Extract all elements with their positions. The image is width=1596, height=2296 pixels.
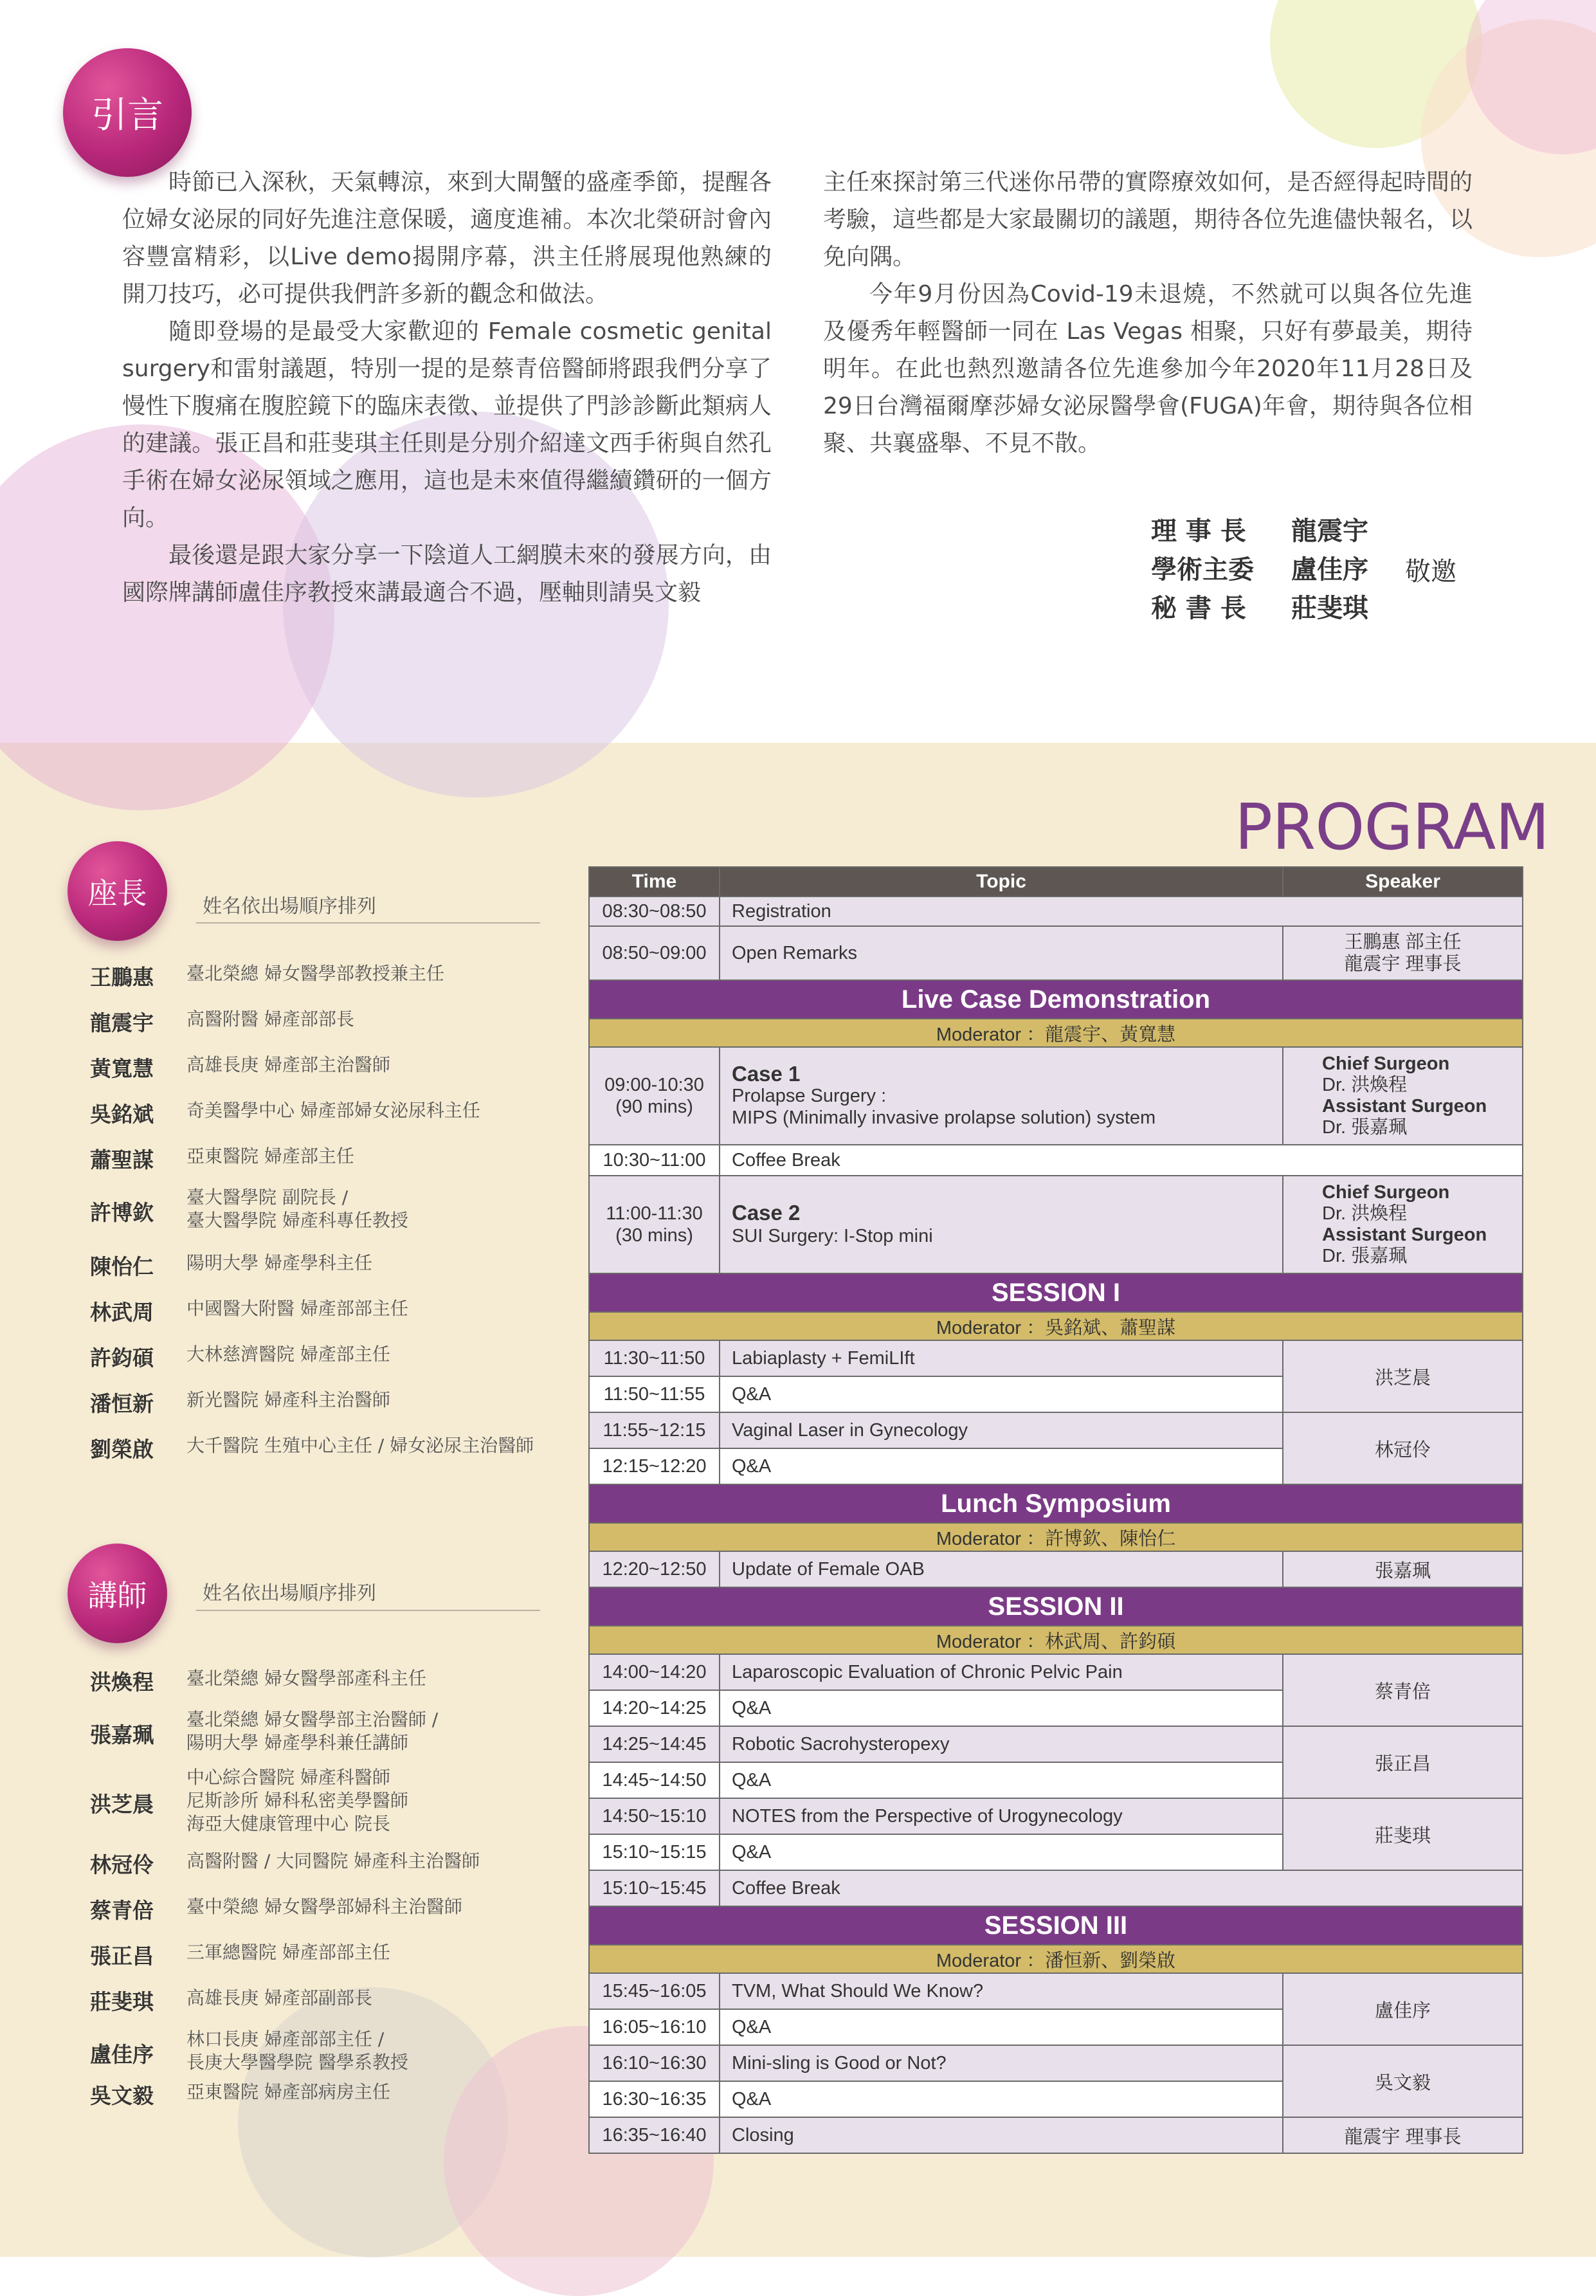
time-cell: 14:45~14:50 bbox=[589, 1762, 720, 1798]
person-name: 張正昌 bbox=[90, 1944, 154, 1969]
person-name: 陳怡仁 bbox=[90, 1254, 154, 1279]
affiliation-line: 高雄長庚 婦產部副部長 bbox=[186, 1987, 372, 2009]
topic-cell: Closing bbox=[720, 2117, 1283, 2153]
person-affiliation bbox=[186, 1850, 480, 1873]
speaker-cell: 龍震宇 理事長 bbox=[1283, 2117, 1523, 2153]
person-name: 許鈞碩 bbox=[90, 1345, 154, 1371]
person-name: 蕭聖謀 bbox=[90, 1147, 154, 1172]
person-name: 龍震宇 bbox=[90, 1010, 154, 1035]
time-cell: 16:30~16:35 bbox=[589, 2081, 720, 2117]
moderator-row-session1: Moderator ：吳銘斌、蕭聖謀 bbox=[589, 1312, 1523, 1340]
chief-surgeon-label: Chief Surgeon bbox=[1322, 1053, 1450, 1074]
topic-cell bbox=[720, 1047, 1283, 1145]
topic-cell: Robotic Sacrohysteropexy bbox=[720, 1726, 1283, 1762]
table-row-coffee2 bbox=[589, 1870, 1523, 1906]
topic-cell: Q&A bbox=[720, 1448, 1283, 1484]
moderator-row-lunch: Moderator ：許博欽、陳怡仁 bbox=[589, 1523, 1523, 1551]
intro-paragraph-4: 主任來探討第三代迷你吊帶的實際療效如何，是否經得起時間的考驗，這些都是大家最關切的議題，期待各位先進儘快報名，以免向隅。 bbox=[823, 169, 1473, 270]
affiliation-line: 臺北榮總 婦女醫學部教授兼主任 bbox=[186, 963, 444, 984]
affiliation-line: 中國醫大附醫 婦產部部主任 bbox=[186, 1298, 408, 1319]
person-name: 林武周 bbox=[90, 1300, 154, 1325]
program-title: PROGRAM bbox=[1235, 791, 1549, 864]
person-name: 莊斐琪 bbox=[90, 1989, 154, 2014]
speaker-cell: 林冠伶 bbox=[1283, 1412, 1523, 1484]
person-affiliation bbox=[186, 1252, 372, 1275]
case-line: Prolapse Surgery : bbox=[732, 1086, 887, 1106]
affiliation-line: 臺大醫學院 婦產科專任教授 bbox=[186, 1210, 408, 1231]
person-affiliation bbox=[186, 2081, 390, 2104]
speaker-name: 王鵬惠 部主任 bbox=[1344, 932, 1462, 952]
topic-cell: Vaginal Laser in Gynecology bbox=[720, 1412, 1283, 1448]
header-speaker: Speaker bbox=[1283, 867, 1523, 897]
topic-cell: Q&A bbox=[720, 1376, 1283, 1412]
affiliation-line: 高醫附醫 婦產部部長 bbox=[186, 1008, 354, 1030]
time-cell: 14:00~14:20 bbox=[589, 1654, 720, 1690]
case-line: SUI Surgery: I-Stop mini bbox=[732, 1226, 933, 1246]
speaker-cell: 張正昌 bbox=[1283, 1726, 1523, 1798]
table-row bbox=[589, 1798, 1523, 1834]
person-name: 劉榮啟 bbox=[90, 1437, 154, 1462]
speaker-cell bbox=[1283, 926, 1523, 980]
time-cell: 16:35~16:40 bbox=[589, 2117, 720, 2153]
affiliation-line: 亞東醫院 婦產部主任 bbox=[186, 1145, 354, 1167]
signature-title-3: 秘 書 長 bbox=[1151, 594, 1246, 623]
signature-name-2: 盧佳序 bbox=[1291, 555, 1368, 585]
time-cell: 11:50~11:55 bbox=[589, 1376, 720, 1412]
table-row-opening bbox=[589, 926, 1523, 980]
case-title: Case 2 bbox=[732, 1201, 801, 1225]
moderator-row-session3: Moderator ：潘恒新、劉榮啟 bbox=[589, 1945, 1523, 1973]
moderators-divider bbox=[196, 922, 540, 924]
duration: (90 mins) bbox=[615, 1097, 693, 1117]
signature-name-3: 莊斐琪 bbox=[1291, 594, 1368, 623]
person-affiliation bbox=[186, 1667, 426, 1690]
time-cell: 14:20~14:25 bbox=[589, 1690, 720, 1726]
assistant-surgeon-name: Dr. 張嘉珮 bbox=[1322, 1246, 1408, 1266]
time-cell: 15:10~15:15 bbox=[589, 1834, 720, 1870]
affiliation-line: 大林慈濟醫院 婦產部主任 bbox=[186, 1344, 390, 1365]
time-cell bbox=[589, 1176, 720, 1273]
chief-surgeon-name: Dr. 洪煥程 bbox=[1322, 1203, 1408, 1224]
speaker-cell: 洪芝晨 bbox=[1283, 1340, 1523, 1412]
affiliation-line: 臺北榮總 婦女醫學部產科主任 bbox=[186, 1668, 426, 1689]
topic-cell: Mini-sling is Good or Not? bbox=[720, 2045, 1283, 2081]
topic-cell: Q&A bbox=[720, 1690, 1283, 1726]
person-name: 吳文毅 bbox=[90, 2083, 154, 2108]
intro-paragraph-3: 最後還是跟大家分享一下陰道人工網膜未來的發展方向，由國際牌講師盧佳序教授來講最適合不過，壓軸則請吳文毅 bbox=[122, 542, 772, 606]
topic-cell: TVM, What Should We Know? bbox=[720, 1973, 1283, 2009]
topic-cell: Open Remarks bbox=[720, 926, 1283, 980]
topic-cell: Update of Female OAB bbox=[720, 1551, 1283, 1587]
duration: (30 mins) bbox=[615, 1225, 693, 1246]
affiliation-line: 新光醫院 婦產科主治醫師 bbox=[186, 1389, 390, 1410]
topic-cell: Q&A bbox=[720, 2009, 1283, 2045]
affiliation-line: 亞東醫院 婦產部病房主任 bbox=[186, 2081, 390, 2102]
table-row-registration bbox=[589, 897, 1523, 926]
table-row bbox=[589, 1654, 1523, 1690]
person-affiliation bbox=[186, 1008, 354, 1031]
person-affiliation bbox=[186, 1053, 390, 1077]
person-affiliation bbox=[186, 962, 444, 985]
person-affiliation bbox=[186, 1766, 408, 1836]
chief-surgeon-name: Dr. 洪煥程 bbox=[1322, 1075, 1408, 1095]
table-row-case1 bbox=[589, 1047, 1523, 1145]
affiliation-line: 中心綜合醫院 婦產科醫師 bbox=[186, 1767, 390, 1788]
section-title-live: Live Case Demonstration bbox=[589, 980, 1523, 1019]
time-cell: 12:15~12:20 bbox=[589, 1448, 720, 1484]
program-table bbox=[588, 866, 1523, 2154]
assistant-surgeon-label: Assistant Surgeon bbox=[1322, 1096, 1487, 1116]
topic-cell: NOTES from the Perspective of Urogynecology bbox=[720, 1798, 1283, 1834]
person-name: 吳銘斌 bbox=[90, 1102, 154, 1127]
affiliation-line: 臺大醫學院 副院長 / bbox=[186, 1187, 349, 1208]
person-name: 張嘉珮 bbox=[90, 1722, 154, 1747]
moderator-row-session2: Moderator ：林武周、許鈞碩 bbox=[589, 1626, 1523, 1654]
table-row bbox=[589, 1340, 1523, 1376]
person-name: 洪芝晨 bbox=[90, 1792, 154, 1817]
speaker-cell: 蔡青倍 bbox=[1283, 1654, 1523, 1726]
affiliation-line: 林口長庚 婦產部部主任 / bbox=[186, 2028, 385, 2050]
table-row-coffee1 bbox=[589, 1145, 1523, 1176]
person-affiliation bbox=[186, 1145, 354, 1168]
affiliation-line: 臺中榮總 婦女醫學部婦科主治醫師 bbox=[186, 1896, 462, 1917]
affiliation-line: 尼斯診所 婦科私密美學醫師 bbox=[186, 1790, 408, 1811]
affiliation-line: 高雄長庚 婦產部主治醫師 bbox=[186, 1054, 390, 1075]
chief-surgeon-label: Chief Surgeon bbox=[1322, 1182, 1450, 1203]
moderators-note: 姓名依出場順序排列 bbox=[203, 895, 376, 918]
section-title-session1: SESSION I bbox=[589, 1273, 1523, 1312]
table-header-row bbox=[589, 867, 1523, 897]
topic-cell: Registration bbox=[720, 897, 1523, 926]
affiliation-line: 臺北榮總 婦女醫學部主治醫師 / bbox=[186, 1709, 439, 1730]
speaker-cell: 張嘉珮 bbox=[1283, 1551, 1523, 1587]
table-row-lunch bbox=[589, 1551, 1523, 1587]
lecturers-divider bbox=[196, 1610, 540, 1611]
person-name: 蔡青倍 bbox=[90, 1898, 154, 1923]
time-cell: 11:30~11:50 bbox=[589, 1340, 720, 1376]
person-affiliation bbox=[186, 1708, 438, 1754]
case-title: Case 1 bbox=[732, 1062, 801, 1086]
person-name: 許博欽 bbox=[90, 1200, 154, 1225]
assistant-surgeon-name: Dr. 張嘉珮 bbox=[1322, 1117, 1408, 1138]
time-cell: 08:50~09:00 bbox=[589, 926, 720, 980]
person-affiliation bbox=[186, 1987, 372, 2010]
time-cell bbox=[589, 1047, 720, 1145]
time-cell: 14:50~15:10 bbox=[589, 1798, 720, 1834]
person-affiliation bbox=[186, 1099, 480, 1122]
signature-title-2: 學術主委 bbox=[1151, 555, 1254, 585]
signature-title-1: 理 事 長 bbox=[1151, 516, 1246, 546]
person-name: 潘恒新 bbox=[90, 1391, 154, 1416]
lecturers-badge: 講師 bbox=[68, 1544, 167, 1643]
person-affiliation bbox=[186, 1297, 408, 1320]
signature-closing: 敬邀 bbox=[1405, 557, 1456, 587]
affiliation-line: 海亞大健康管理中心 院長 bbox=[186, 1813, 390, 1834]
time-cell: 10:30~11:00 bbox=[589, 1145, 720, 1176]
topic-cell: Q&A bbox=[720, 2081, 1283, 2117]
section-title-session2: SESSION II bbox=[589, 1587, 1523, 1626]
intro-paragraph-5: 今年9月份因為Covid-19未退燒，不然就可以與各位先進及優秀年輕醫師一同在 Las Vegas 相聚，只好有夢最美，期待明年。在此也熱烈邀請各位先進參加今年2020年11月28日及29日台灣福爾摩莎婦女泌尿醫學會(FUGA)年會，期待與各位相聚、共襄盛舉、不見不散。 bbox=[823, 281, 1473, 457]
table-row bbox=[589, 1726, 1523, 1762]
header-time: Time bbox=[589, 867, 720, 897]
topic-cell bbox=[720, 1176, 1283, 1273]
time-range: 11:00-11:30 bbox=[606, 1203, 703, 1224]
intro-paragraph-2: 隨即登場的是最受大家歡迎的 Female cosmetic genital surgery和雷射議題，特別一提的是蔡青倍醫師將跟我們分享了慢性下腹痛在腹腔鏡下的臨床表徵、並提供了門診診斷此類病人的建議。張正昌和莊斐琪主任則是分別介紹達文西手術與自然孔手術在婦女泌尿領域之應用，這也是未來值得繼續鑽研的一個方向。 bbox=[122, 318, 772, 531]
affiliation-line: 長庚大學醫學院 醫學系教授 bbox=[186, 2052, 408, 2073]
lecturers-note: 姓名依出場順序排列 bbox=[203, 1582, 376, 1605]
intro-paragraph-1: 時節已入深秋，天氣轉涼，來到大閘蟹的盛產季節，提醒各位婦女泌尿的同好先進注意保暖，適度進補。本次北榮研討會內容豐富精彩，以Live demo揭開序幕，洪主任將展現他熟練的開刀技巧，必可提供我們許多新的觀念和做法。 bbox=[122, 169, 772, 307]
topic-cell: Q&A bbox=[720, 1762, 1283, 1798]
section-title-session3: SESSION III bbox=[589, 1906, 1523, 1945]
affiliation-line: 大千醫院 生殖中心主任 / 婦女泌尿主治醫師 bbox=[186, 1435, 534, 1456]
table-row-closing bbox=[589, 2117, 1523, 2153]
speaker-cell: 盧佳序 bbox=[1283, 1973, 1523, 2045]
affiliation-line: 奇美醫學中心 婦產部婦女泌尿科主任 bbox=[186, 1100, 480, 1121]
time-cell: 12:20~12:50 bbox=[589, 1551, 720, 1587]
affiliation-line: 三軍總醫院 婦產部部主任 bbox=[186, 1942, 390, 1963]
person-affiliation bbox=[186, 1343, 390, 1366]
intro-left-column bbox=[122, 164, 772, 612]
topic-cell: Q&A bbox=[720, 1834, 1283, 1870]
time-cell: 16:05~16:10 bbox=[589, 2009, 720, 2045]
topic-cell: Labiaplasty + FemiLIft bbox=[720, 1340, 1283, 1376]
intro-badge: 引言 bbox=[63, 48, 192, 177]
affiliation-line: 陽明大學 婦產學科主任 bbox=[186, 1252, 372, 1273]
section-title-lunch: Lunch Symposium bbox=[589, 1484, 1523, 1523]
person-affiliation bbox=[186, 1186, 408, 1232]
header-topic: Topic bbox=[720, 867, 1283, 897]
signature-name-1: 龍震宇 bbox=[1291, 516, 1368, 546]
speaker-cell: 莊斐琪 bbox=[1283, 1798, 1523, 1870]
table-row-case2 bbox=[589, 1176, 1523, 1273]
table-row bbox=[589, 2045, 1523, 2081]
intro-right-column bbox=[823, 164, 1473, 462]
speaker-cell: 吳文毅 bbox=[1283, 2045, 1523, 2117]
time-cell: 15:10~15:45 bbox=[589, 1870, 720, 1906]
speaker-cell bbox=[1283, 1047, 1523, 1145]
person-name: 王鵬惠 bbox=[90, 965, 154, 990]
time-cell: 16:10~16:30 bbox=[589, 2045, 720, 2081]
person-affiliation bbox=[186, 1895, 462, 1918]
affiliation-line: 高醫附醫 / 大同醫院 婦產科主治醫師 bbox=[186, 1850, 480, 1872]
person-name: 洪煥程 bbox=[90, 1670, 154, 1695]
person-name: 黃寬慧 bbox=[90, 1056, 154, 1081]
person-affiliation bbox=[186, 1941, 390, 1964]
person-affiliation bbox=[186, 2028, 408, 2074]
time-cell: 14:25~14:45 bbox=[589, 1726, 720, 1762]
time-cell: 11:55~12:15 bbox=[589, 1412, 720, 1448]
table-row bbox=[589, 1973, 1523, 2009]
moderators-badge: 座長 bbox=[68, 841, 167, 941]
person-affiliation bbox=[186, 1389, 390, 1412]
affiliation-line: 陽明大學 婦產學科兼任講師 bbox=[186, 1732, 408, 1753]
person-name: 盧佳序 bbox=[90, 2042, 154, 2067]
case-line: MIPS (Minimally invasive prolapse solution) system bbox=[732, 1107, 1156, 1128]
time-cell: 08:30~08:50 bbox=[589, 897, 720, 926]
person-name: 林冠伶 bbox=[90, 1852, 154, 1877]
time-cell: 15:45~16:05 bbox=[589, 1973, 720, 2009]
assistant-surgeon-label: Assistant Surgeon bbox=[1322, 1225, 1487, 1245]
time-range: 09:00-10:30 bbox=[604, 1075, 704, 1095]
topic-cell: Coffee Break bbox=[720, 1145, 1523, 1176]
person-affiliation bbox=[186, 1434, 534, 1457]
moderator-row-live: Moderator ：龍震宇、黃寬慧 bbox=[589, 1019, 1523, 1047]
speaker-name: 龍震宇 理事長 bbox=[1344, 954, 1462, 974]
table-row bbox=[589, 1412, 1523, 1448]
topic-cell: Laparoscopic Evaluation of Chronic Pelvic Pain bbox=[720, 1654, 1283, 1690]
topic-cell: Coffee Break bbox=[720, 1870, 1523, 1906]
speaker-cell bbox=[1283, 1176, 1523, 1273]
